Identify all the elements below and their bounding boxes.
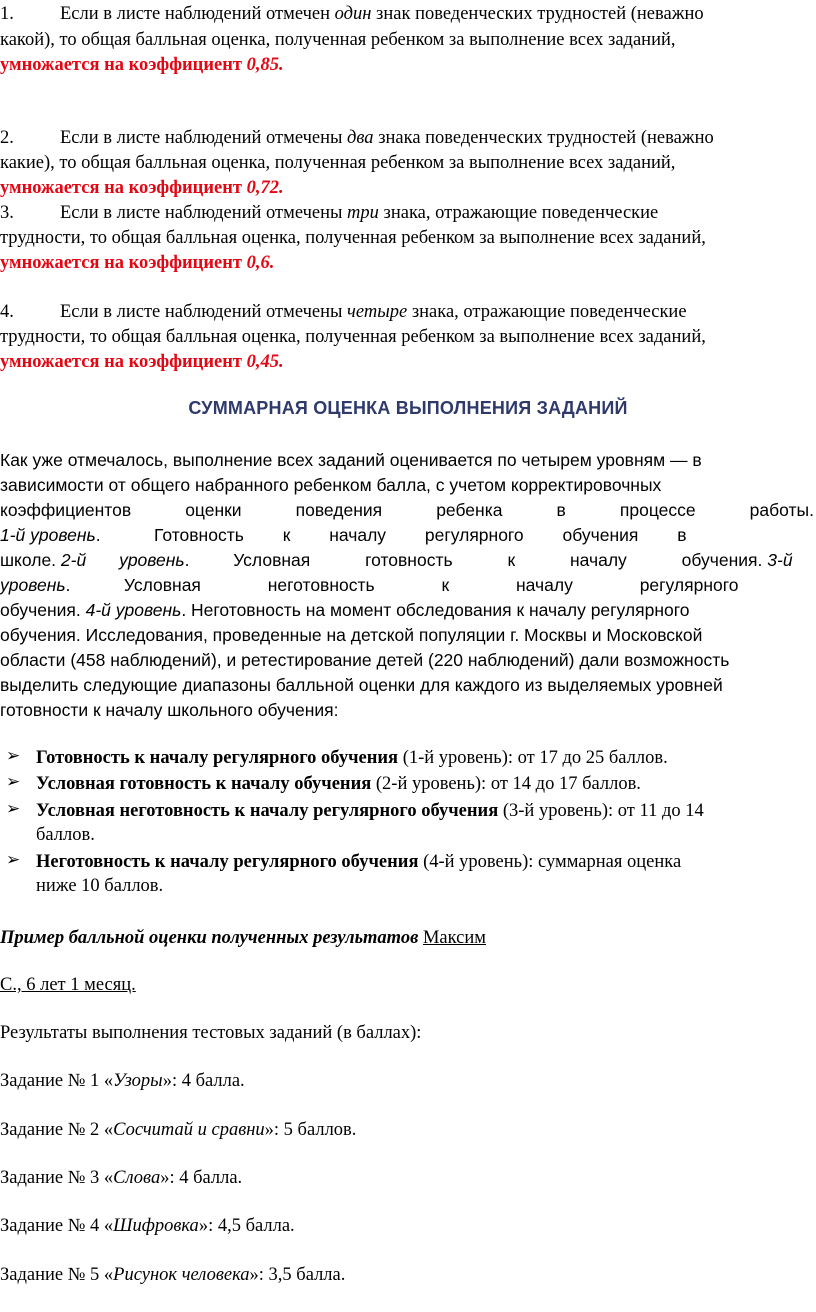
- arrow-bullet-icon: ➢: [6, 746, 21, 765]
- task-1: Задание № 1 «Узоры»: 4 балла.: [0, 1071, 245, 1091]
- level-1-label: 1-й уровень: [0, 525, 96, 545]
- bullet-item-3: ➢ Условная неготовность к началу регулярного обучения (3-й уровень): от 11 до 14 баллов.: [6, 799, 704, 845]
- child-age: С., 6 лет 1 месяц.: [0, 975, 136, 995]
- para-line-9: области (458 наблюдений), и ретестирование детей (220 наблюдений) дали возможность: [0, 650, 730, 670]
- para-line-5: школе. 2-й уровень. Условная готовность к началу обучения. 3-й: [0, 550, 793, 570]
- para-line-10: выделить следующие диапазоны балльной оценки для каждого из выделяемых уровней: [0, 675, 723, 695]
- para-line-4: 1-й уровень. Готовность к началу регулярного обучения в: [0, 525, 687, 545]
- task-2: Задание № 2 «Сосчитай и сравни»: 5 баллов.: [0, 1120, 357, 1140]
- arrow-bullet-icon: ➢: [6, 772, 21, 791]
- arrow-bullet-icon: ➢: [6, 850, 21, 869]
- item-4-line-2: трудности, то общая балльная оценка, полученная ребенком за выполнение всех заданий,: [0, 327, 706, 347]
- level-2-label: 2-й уровень: [60, 550, 185, 570]
- item-3-line-1: 3. Если в листе наблюдений отмечены три знака, отражающие поведенческие: [0, 203, 659, 223]
- para-line-6: уровень. Условная неготовность к началу регулярного: [0, 575, 739, 595]
- item-4-coefficient: умножается на коэффициент 0,45.: [0, 352, 284, 372]
- section-title: СУММАРНАЯ ОЦЕНКА ВЫПОЛНЕНИЯ ЗАДАНИЙ: [188, 398, 628, 418]
- para-line-7: обучения. 4-й уровень. Неготовность на момент обследования к началу регулярного: [0, 600, 690, 620]
- para-line-2: зависимости от общего набранного ребенком балла, с учетом корректировочных: [0, 475, 662, 495]
- bullet-item-1: ➢ Готовность к началу регулярного обучения (1-й уровень): от 17 до 25 баллов.: [6, 746, 668, 768]
- para-line-11: готовности к началу школьного обучения:: [0, 700, 339, 720]
- task-3: Задание № 3 «Слова»: 4 балла.: [0, 1168, 243, 1188]
- arrow-bullet-icon: ➢: [6, 799, 21, 818]
- item-1-line-1: 1. Если в листе наблюдений отмечен один знак поведенческих трудностей (неважно: [0, 4, 704, 24]
- para-line-1: Как уже отмечалось, выполнение всех заданий оценивается по четырем уровням — в: [0, 450, 702, 470]
- item-2-line-1: 2. Если в листе наблюдений отмечены два знака поведенческих трудностей (неважно: [0, 128, 714, 148]
- example-heading: Пример балльной оценки полученных результатов Максим: [0, 928, 486, 948]
- task-4: Задание № 4 «Шифровка»: 4,5 балла.: [0, 1216, 295, 1236]
- para-line-8: обучения. Исследования, проведенные на детской популяции г. Москвы и Московской: [0, 625, 703, 645]
- task-5: Задание № 5 «Рисунок человека»: 3,5 балла.: [0, 1265, 346, 1285]
- item-4-line-1: 4. Если в листе наблюдений отмечены четыре знака, отражающие поведенческие: [0, 302, 687, 322]
- item-3-line-2: трудности, то общая балльная оценка, полученная ребенком за выполнение всех заданий,: [0, 228, 706, 248]
- item-2-coefficient: умножается на коэффициент 0,72.: [0, 178, 284, 198]
- level-4-label: 4-й уровень: [85, 600, 182, 620]
- item-2-line-2: какие), то общая балльная оценка, полученная ребенком за выполнение всех заданий,: [0, 153, 676, 173]
- item-1-coefficient: умножается на коэффициент 0,85.: [0, 55, 284, 75]
- level-3-label: 3-й: [767, 550, 793, 570]
- bullet-item-2: ➢ Условная готовность к началу обучения (2-й уровень): от 14 до 17 баллов.: [6, 772, 641, 794]
- bullet-item-4: ➢ Неготовность к началу регулярного обучения (4-й уровень): суммарная оценка ниже 10 баллов.: [6, 850, 682, 896]
- child-name: Максим: [422, 928, 486, 948]
- item-1-line-2: какой), то общая балльная оценка, полученная ребенком за выполнение всех заданий,: [0, 30, 676, 50]
- para-line-3: коэффициентов оценки поведения ребенка в процессе работы.: [0, 500, 814, 520]
- results-label: Результаты выполнения тестовых заданий (в баллах):: [0, 1023, 422, 1043]
- item-3-coefficient: умножается на коэффициент 0,6.: [0, 253, 275, 273]
